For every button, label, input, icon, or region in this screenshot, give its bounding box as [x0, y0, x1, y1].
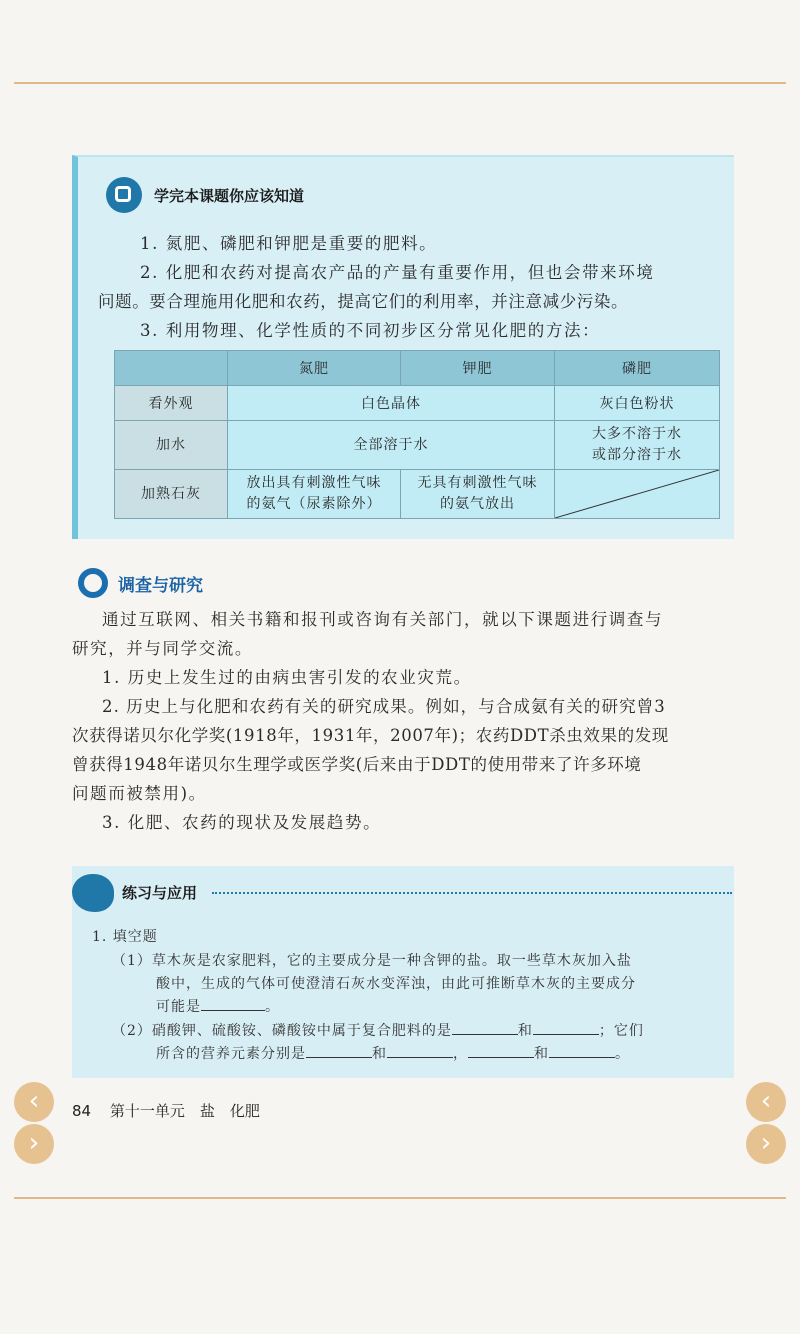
answer-blank[interactable] — [549, 1043, 615, 1058]
question-text: （2）硝酸钾、硫酸铵、磷酸铵中属于复合肥料的是 — [112, 1023, 452, 1039]
table-cell: 全部溶于水 — [228, 421, 555, 470]
exercise-title: 练习与应用 — [122, 884, 198, 902]
table-cell — [555, 421, 720, 470]
table-cell-line: 或部分溶于水 — [592, 447, 682, 463]
punctuation: 。 — [615, 1046, 630, 1062]
answer-blank[interactable] — [468, 1043, 534, 1058]
page-number: 84 — [72, 1102, 92, 1120]
table-cell: 白色晶体 — [228, 386, 555, 421]
connector: 和 — [372, 1046, 387, 1062]
table-cell — [228, 470, 401, 519]
punctuation: ， — [453, 1046, 468, 1062]
table-row — [115, 470, 720, 519]
question-1: 1. 填空题 — [92, 929, 158, 945]
table-row — [115, 386, 720, 421]
book-icon — [106, 177, 142, 213]
question-text: 可能是 — [156, 999, 201, 1015]
question-1-1-line: （1）草木灰是农家肥料，它的主要成分是一种含钾的盐。取一些草木灰加入盐 — [112, 953, 632, 969]
research-title: 调查与研究 — [118, 575, 203, 596]
table-row-label: 加水 — [115, 421, 228, 470]
summary-header — [106, 177, 304, 213]
question-1-2-line — [156, 1043, 630, 1066]
punctuation: 。 — [265, 999, 280, 1015]
dotted-divider — [212, 892, 732, 894]
question-text: ；它们 — [598, 1023, 644, 1039]
table-cell-line: 的氨气（尿素除外） — [246, 496, 382, 512]
table-row — [115, 421, 720, 470]
research-line: 次获得诺贝尔化学奖(1918年，1931年，2007年)；农药DDT杀虫效果的发现 — [72, 726, 669, 745]
question-1-1-line — [156, 996, 280, 1019]
prev-page-button-right[interactable]: ‹ — [746, 1082, 786, 1122]
fertilizer-table — [114, 350, 720, 519]
table-cell-empty — [555, 470, 720, 519]
table-header-cell: 钾肥 — [401, 351, 555, 386]
question-text: 所含的营养元素分别是 — [156, 1046, 306, 1062]
table-cell: 灰白色粉状 — [555, 386, 720, 421]
table-header-cell: 氮肥 — [228, 351, 401, 386]
prev-page-button[interactable]: ‹ — [14, 1082, 54, 1122]
connector: 和 — [534, 1046, 549, 1062]
table-cell-line: 放出具有刺激性气味 — [246, 475, 382, 491]
table-header-cell: 磷肥 — [555, 351, 720, 386]
pencil-icon — [72, 874, 114, 912]
table-header-row — [115, 351, 720, 386]
next-page-button-right[interactable]: › — [746, 1124, 786, 1164]
research-line: 2. 历史上与化肥和农药有关的研究成果。例如，与合成氨有关的研究曾3 — [102, 697, 666, 716]
magnifier-icon — [78, 568, 108, 598]
research-line: 曾获得1948年诺贝尔生理学或医学奖(后来由于DDT的使用带来了许多环境 — [72, 755, 642, 774]
table-cell-line: 无具有刺激性气味 — [417, 475, 538, 491]
summary-item-2-cont: 问题。要合理施用化肥和农药，提高它们的利用率，并注意减少污染。 — [98, 292, 629, 311]
table-row-label: 看外观 — [115, 386, 228, 421]
summary-title: 学完本课题你应该知道 — [154, 186, 305, 205]
answer-blank[interactable] — [533, 1020, 599, 1035]
connector: 和 — [517, 1023, 533, 1039]
research-line: 问题而被禁用)。 — [72, 784, 207, 803]
answer-blank[interactable] — [387, 1043, 453, 1058]
research-line: 通过互联网、相关书籍和报刊或咨询有关部门，就以下课题进行调查与 — [102, 610, 664, 629]
top-divider — [14, 82, 786, 84]
table-cell — [401, 470, 555, 519]
exercise-box — [72, 866, 734, 1078]
table-cell-line: 的氨气放出 — [440, 496, 516, 512]
answer-blank[interactable] — [452, 1020, 518, 1035]
table-row-label: 加熟石灰 — [115, 470, 228, 519]
research-line: 3. 化肥、农药的现状及发展趋势。 — [102, 813, 382, 832]
table-header-cell — [115, 351, 228, 386]
diagonal-line — [555, 470, 719, 518]
question-1-2-line — [112, 1020, 644, 1043]
question-1-1-line: 酸中，生成的气体可使澄清石灰水变浑浊，由此可推断草木灰的主要成分 — [156, 976, 636, 992]
research-header — [78, 568, 203, 598]
summary-item-3: 3. 利用物理、化学性质的不同初步区分常见化肥的方法： — [140, 321, 601, 340]
summary-item-2: 2. 化肥和农药对提高农产品的产量有重要作用，但也会带来环境 — [140, 263, 655, 282]
summary-box — [72, 155, 734, 539]
next-page-button[interactable]: › — [14, 1124, 54, 1164]
table-cell-line: 大多不溶于水 — [592, 426, 682, 442]
answer-blank[interactable] — [306, 1043, 372, 1058]
unit-title: 第十一单元 盐 化肥 — [109, 1102, 260, 1120]
summary-item-1: 1. 氮肥、磷肥和钾肥是重要的肥料。 — [140, 234, 438, 253]
answer-blank[interactable] — [201, 996, 265, 1011]
bottom-divider — [14, 1197, 786, 1199]
page-footer — [72, 1100, 260, 1121]
research-line: 1. 历史上发生过的由病虫害引发的农业灾荒。 — [102, 668, 472, 687]
research-line: 研究，并与同学交流。 — [72, 639, 253, 658]
